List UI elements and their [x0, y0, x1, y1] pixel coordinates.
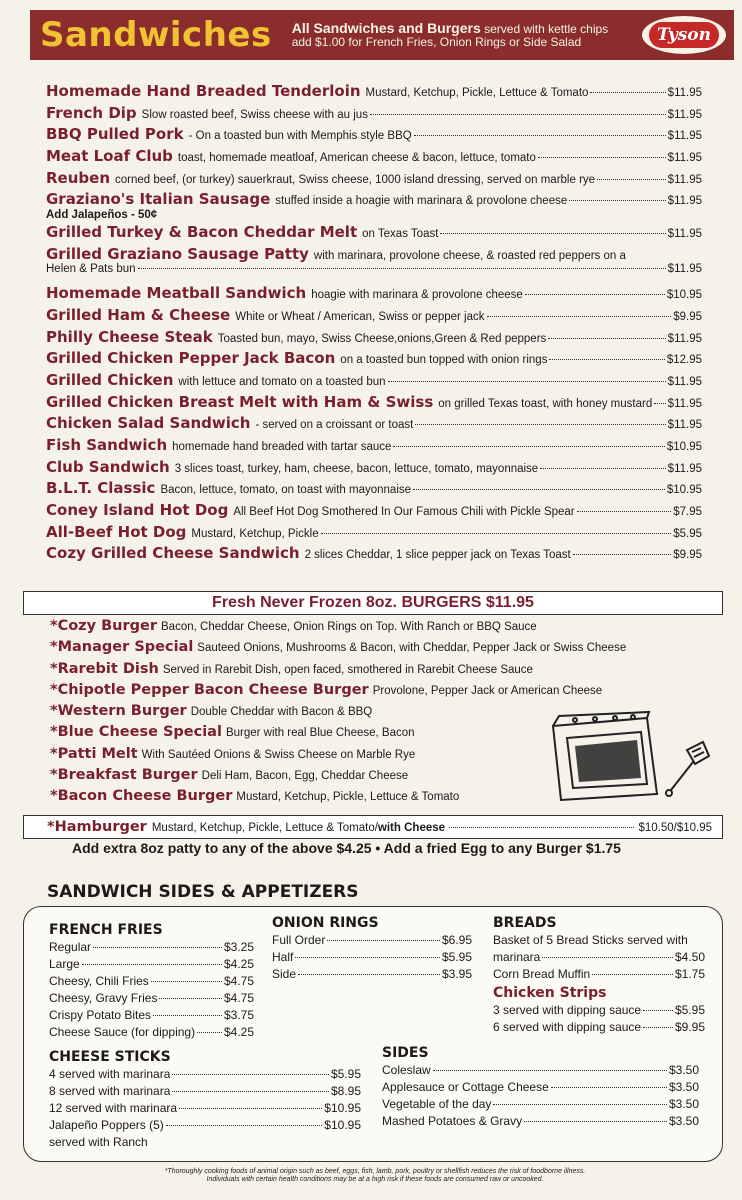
- side-item-price: $6.95: [441, 933, 472, 947]
- menu-item-row: [46, 544, 702, 566]
- item-name: Homemade Hand Breaded Tenderloin: [46, 82, 361, 100]
- item-name: Graziano's Italian Sausage: [46, 190, 271, 209]
- burger-row: [50, 639, 627, 660]
- leader-dots: [321, 533, 672, 534]
- group-title: Chicken Strips: [493, 985, 607, 1001]
- item-description: stuffed inside a hoagie with marinara & provolone cheese: [275, 195, 568, 208]
- cheese-sticks-group: [49, 1049, 361, 1152]
- item-description: with marinara, provolone cheese, & roasted red peppers on a: [313, 249, 626, 262]
- spatula-icon: [666, 742, 709, 796]
- leader-dots: [197, 1032, 222, 1033]
- item-price: $5.95: [673, 527, 702, 540]
- leader-dots: [643, 1027, 673, 1028]
- leader-dots: [525, 294, 665, 295]
- leader-dots: [449, 827, 634, 828]
- header-subtitle: [292, 21, 608, 48]
- side-item-row: [272, 967, 472, 984]
- item-name: BBQ Pulled Pork: [46, 125, 184, 144]
- item-description: - On a toasted bun with Memphis style BBQ: [188, 130, 412, 143]
- side-item-row: [382, 1097, 699, 1114]
- item-description: All Beef Hot Dog Smothered In Our Famous Chili with Pickle Spear: [233, 506, 575, 519]
- item-price: $11.95: [667, 375, 702, 388]
- side-item-price: $4.25: [223, 957, 254, 971]
- leader-dots: [487, 316, 672, 317]
- side-item-row: [49, 1118, 361, 1135]
- leader-dots: [577, 511, 672, 512]
- side-item-label: Side: [272, 967, 297, 981]
- leader-dots: [549, 359, 664, 360]
- burger-description: Deli Ham, Bacon, Egg, Cheddar Cheese: [201, 770, 409, 783]
- side-item-label: Full Order: [272, 933, 326, 947]
- menu-item-row: [46, 328, 702, 350]
- side-item-label: 4 served with marinara: [49, 1067, 171, 1081]
- side-item-row: [382, 1063, 699, 1080]
- hamburger-row: [23, 815, 723, 839]
- hamburger-name: *Hamburger: [47, 819, 147, 835]
- menu-item-row: [46, 479, 702, 501]
- side-item-price: $4.25: [223, 1025, 254, 1039]
- burger-name: *Bacon Cheese Burger: [50, 788, 233, 805]
- leader-dots: [542, 957, 673, 958]
- side-item-label: 6 served with dipping sauce: [493, 1020, 642, 1034]
- side-item-price: $3.50: [668, 1063, 699, 1077]
- oven-illustration: [545, 712, 715, 802]
- leader-dots: [159, 998, 222, 999]
- item-price: $11.95: [667, 228, 702, 241]
- menu-item-row: [46, 501, 702, 523]
- leader-dots: [540, 468, 665, 469]
- item-price: $10.95: [666, 484, 702, 497]
- menu-item-row: [46, 436, 702, 458]
- item-name: Fish Sandwich: [46, 436, 168, 454]
- leader-dots: [138, 268, 666, 269]
- item-price: $11.95: [667, 262, 702, 275]
- side-item-price: $5.95: [674, 1003, 705, 1017]
- menu-item-row: [46, 371, 702, 393]
- item-name: Homemade Meatball Sandwich: [46, 284, 307, 303]
- side-item-price: $3.50: [668, 1080, 699, 1094]
- burger-banner: Fresh Never Frozen 8oz. BURGERS $11.95: [23, 591, 723, 615]
- side-item-row: [49, 1025, 254, 1042]
- burger-description: Double Cheddar with Bacon & BBQ: [190, 706, 373, 719]
- side-item-price: $3.50: [668, 1114, 699, 1128]
- side-item-row: [49, 991, 254, 1008]
- side-item-label: Corn Bread Muffin: [493, 967, 591, 981]
- burger-row: [50, 703, 550, 724]
- item-name: Grilled Graziano Sausage Patty: [46, 244, 309, 263]
- side-item-label: Coleslaw: [382, 1063, 431, 1077]
- menu-item-row: [46, 223, 702, 245]
- burger-name: *Patti Melt: [50, 745, 138, 762]
- sides-title: SANDWICH SIDES & APPETIZERS: [47, 882, 359, 902]
- subtitle-bold: All Sandwiches and Burgers: [291, 20, 481, 37]
- burger-row: [50, 788, 550, 809]
- item-description: on a toasted bun topped with onion rings: [340, 354, 548, 367]
- item-price: $11.95: [667, 87, 702, 99]
- item-description: Toasted bun, mayo, Swiss Cheese,onions,Green & Red peppers: [217, 332, 547, 345]
- side-item-row: [493, 1020, 705, 1037]
- burger-description: Served in Rarebit Dish, open faced, smothered in Rarebit Cheese Sauce: [162, 663, 533, 676]
- breads-line1: Basket of 5 Bread Sticks served with: [493, 933, 688, 947]
- sides-group: [382, 1045, 699, 1131]
- section-title: Sandwiches: [40, 15, 272, 55]
- leader-dots: [82, 964, 222, 965]
- side-item-label: marinara: [493, 950, 541, 964]
- leader-dots: [592, 974, 673, 975]
- disclaimer: [60, 1168, 690, 1184]
- jalapeno-note: Add Jalapeños - 50¢: [46, 209, 158, 222]
- burger-row: [50, 746, 550, 767]
- leader-dots: [413, 489, 665, 490]
- side-item-row: [49, 957, 254, 974]
- side-item-label: Applesauce or Cottage Cheese: [382, 1080, 549, 1094]
- side-item-row: [49, 974, 254, 991]
- leader-dots: [93, 947, 222, 948]
- french-fries-group: [49, 922, 254, 1042]
- item-name: French Dip: [46, 103, 137, 122]
- leader-dots: [179, 1108, 322, 1109]
- group-title: SIDES: [382, 1045, 429, 1061]
- menu-item-row: [46, 523, 702, 545]
- side-item-price: $8.95: [330, 1084, 361, 1098]
- item-price: $9.95: [673, 310, 702, 323]
- item-price: $11.95: [667, 173, 702, 186]
- item-description: Mustard, Ketchup, Pickle: [191, 527, 319, 540]
- item-price: $11.95: [667, 152, 702, 165]
- hamburger-desc: Mustard, Ketchup, Pickle, Lettuce & Tomato/with Cheese: [151, 822, 446, 834]
- side-item-label: Half: [272, 950, 294, 964]
- disclaimer-line2: Individuals with certain health conditions may be at a high risk if these foods are consumed raw or uncooked.: [206, 1176, 544, 1184]
- side-item-label: 8 served with marinara: [49, 1084, 171, 1098]
- side-item-price: $3.25: [223, 940, 254, 954]
- menu-item-row: [46, 458, 702, 480]
- side-item-label: Cheesy, Gravy Fries: [49, 991, 158, 1005]
- leader-dots: [327, 940, 440, 941]
- burger-name: *Breakfast Burger: [50, 767, 198, 784]
- item-name: Club Sandwich: [46, 457, 170, 476]
- side-item-row: [49, 940, 254, 957]
- leader-dots: [538, 157, 666, 158]
- leader-dots: [388, 381, 666, 382]
- leader-dots: [548, 338, 665, 339]
- burger-description: Bacon, Cheddar Cheese, Onion Rings on Top. With Ranch or BBQ Sauce: [161, 621, 537, 633]
- item-name: Grilled Chicken: [46, 370, 174, 389]
- side-item-price: $4.75: [223, 974, 254, 988]
- item-description: Mustard, Ketchup, Pickle, Lettuce & Tomato: [365, 87, 589, 99]
- side-item-label: Jalapeño Poppers (5): [49, 1118, 164, 1132]
- leader-dots: [415, 424, 665, 425]
- side-item-label: 12 served with marinara: [49, 1101, 178, 1115]
- side-item-price: $5.95: [441, 950, 472, 964]
- side-item-label: 3 served with dipping sauce: [493, 1003, 642, 1017]
- burger-description: Sauteed Onions, Mushrooms & Bacon, with Cheddar, Pepper Jack or Swiss Cheese: [197, 642, 627, 655]
- onion-rings-group: [272, 915, 472, 984]
- burger-description: Provolone, Pepper Jack or American Cheese: [372, 684, 603, 697]
- item-description: corned beef, (or turkey) sauerkraut, Swiss cheese, 1000 island dressing, served on marble rye: [115, 173, 596, 186]
- item-description: toast, homemade meatloaf, American cheese & bacon, lettuce, tomato: [177, 152, 536, 165]
- side-item-row: [272, 933, 472, 950]
- item-name: Grilled Turkey & Bacon Cheddar Melt: [46, 223, 358, 242]
- side-item-price: $5.95: [330, 1067, 361, 1081]
- item-description: on Texas Toast: [362, 228, 439, 241]
- item-price: $11.95: [667, 108, 702, 121]
- item-price: $11.95: [667, 462, 702, 475]
- side-item-price: $10.95: [324, 1101, 361, 1115]
- leader-dots: [524, 1121, 667, 1122]
- burger-name: *Chipotle Pepper Bacon Cheese Burger: [50, 681, 369, 698]
- side-item-price: $4.50: [674, 950, 705, 964]
- leader-dots: [569, 200, 665, 201]
- item-price: $10.95: [666, 289, 702, 302]
- burger-list: [50, 618, 627, 810]
- leader-dots: [590, 92, 665, 93]
- item-name: All-Beef Hot Dog: [46, 522, 187, 541]
- item-name: Meat Loaf Club: [46, 147, 173, 166]
- burger-row: [50, 767, 550, 788]
- item-description: White or Wheat / American, Swiss or pepper jack: [235, 310, 485, 323]
- menu-item-row: [46, 147, 702, 169]
- item-name: Grilled Chicken Pepper Jack Bacon: [46, 349, 336, 368]
- item-price: $11.95: [667, 195, 702, 208]
- burger-row: [50, 724, 550, 745]
- item-description: on grilled Texas toast, with honey mustard: [438, 397, 653, 410]
- side-item-row: [493, 967, 705, 984]
- side-item-price: $3.50: [668, 1097, 699, 1111]
- side-item-label: Cheese Sauce (for dipping): [49, 1025, 196, 1039]
- item-description: 3 slices toast, turkey, ham, cheese, bacon, lettuce, tomato, mayonnaise: [174, 462, 539, 475]
- item-name: Grilled Ham & Cheese: [46, 305, 231, 324]
- group-title: CHEESE STICKS: [49, 1049, 171, 1065]
- item-price: $11.95: [667, 332, 702, 345]
- side-item-price: $4.75: [223, 991, 254, 1005]
- item-price: $12.95: [666, 354, 702, 367]
- burger-name: *Manager Special: [50, 639, 194, 656]
- sandwich-list: [46, 82, 702, 566]
- side-item-row: [493, 950, 705, 967]
- item-name: Chicken Salad Sandwich: [46, 414, 251, 433]
- burger-name: *Cozy Burger: [50, 618, 158, 634]
- menu-item-row: [46, 306, 702, 328]
- item-description: hoagie with marinara & provolone cheese: [311, 289, 523, 302]
- side-item-row: [382, 1080, 699, 1097]
- item-name: Reuben: [46, 168, 110, 187]
- logo-text: Tyson: [649, 22, 719, 48]
- leader-dots: [172, 1091, 329, 1092]
- menu-item-row: [46, 349, 702, 371]
- item-description: Slow roasted beef, Swiss cheese with au jus: [141, 108, 368, 121]
- side-item-row: [49, 1084, 361, 1101]
- leader-dots: [551, 1087, 667, 1088]
- item-name: Philly Cheese Steak: [46, 327, 213, 346]
- side-item-price: $1.75: [674, 967, 705, 981]
- item-price: $11.95: [667, 130, 702, 143]
- sides-box: [23, 906, 723, 1162]
- burger-row: [50, 661, 550, 682]
- leader-dots: [393, 446, 664, 447]
- side-item-price: $9.95: [674, 1020, 705, 1034]
- menu-item-continuation: [46, 263, 702, 285]
- leader-dots: [153, 1015, 222, 1016]
- burger-name: *Blue Cheese Special: [50, 724, 222, 741]
- menu-item-row: [46, 104, 702, 126]
- side-item-row: [49, 1101, 361, 1118]
- item-name: Cozy Grilled Cheese Sandwich: [46, 544, 300, 563]
- side-item-label: Mashed Potatoes & Gravy: [382, 1114, 523, 1128]
- menu-item-row: [46, 82, 702, 104]
- side-item-row: [49, 1008, 254, 1025]
- menu-item-row: [46, 125, 702, 147]
- leader-dots: [166, 1125, 323, 1126]
- leader-dots: [573, 554, 671, 555]
- group-title: ONION RINGS: [272, 915, 379, 931]
- menu-item-row: [46, 169, 702, 191]
- item-name: Grilled Chicken Breast Melt with Ham & Swiss: [46, 392, 434, 411]
- menu-item-row: [46, 393, 702, 415]
- disclaimer-line1: *Thoroughly cooking foods of animal origin such as beef, eggs, fish, lamb, pork, poultry or shellfish reduces the risk of foodborne illness.: [164, 1168, 586, 1175]
- leader-dots: [298, 974, 440, 975]
- hamburger-price: $10.50/$10.95: [638, 822, 712, 834]
- item-description: - served on a croissant or toast: [255, 419, 414, 432]
- leader-dots: [172, 1074, 329, 1075]
- item-description: homemade hand breaded with tartar sauce: [172, 441, 392, 453]
- burger-description: Mustard, Ketchup, Pickle, Lettuce & Tomato: [236, 791, 460, 804]
- side-item-price: $10.95: [324, 1118, 361, 1132]
- item-description: with lettuce and tomato on a toasted bun: [178, 375, 386, 388]
- side-item-label: Crispy Potato Bites: [49, 1008, 152, 1022]
- side-item-row: [382, 1114, 699, 1131]
- burger-extras: Add extra 8oz patty to any of the above $4.25 • Add a fried Egg to any Burger $1.75: [72, 840, 621, 856]
- item-price: $9.95: [673, 549, 702, 562]
- item-description: Bacon, lettuce, tomato, on toast with mayonnaise: [160, 484, 412, 497]
- burger-description: Burger with real Blue Cheese, Bacon: [225, 727, 415, 740]
- leader-dots: [295, 957, 440, 958]
- side-item-price: $3.75: [223, 1008, 254, 1022]
- item-name: B.L.T. Classic: [46, 479, 156, 498]
- group-title: FRENCH FRIES: [49, 922, 163, 938]
- menu-item-row: [46, 284, 702, 306]
- side-item-label: Cheesy, Chili Fries: [49, 974, 149, 988]
- group-title: BREADS: [493, 915, 557, 931]
- side-item-row: [49, 1067, 361, 1084]
- menu-header: [30, 10, 734, 60]
- item-price: $7.95: [673, 506, 702, 519]
- side-item-price: $3.95: [441, 967, 472, 981]
- leader-dots: [654, 403, 665, 404]
- item-price: $11.95: [667, 397, 702, 410]
- tyson-logo: [642, 16, 726, 54]
- subtitle-line2: add $1.00 for French Fries, Onion Rings or Side Salad: [291, 35, 582, 50]
- side-item-label: Vegetable of the day: [382, 1097, 492, 1111]
- burger-row: [50, 681, 603, 703]
- item-price: $11.95: [667, 419, 702, 432]
- item-price: $10.95: [666, 441, 702, 453]
- leader-dots: [493, 1104, 667, 1105]
- leader-dots: [433, 1070, 667, 1071]
- item-description: Helen & Pats bun: [46, 262, 136, 275]
- side-item-label: Regular: [49, 940, 92, 954]
- leader-dots: [597, 179, 666, 180]
- burger-name: *Western Burger: [50, 703, 187, 720]
- breads-group: [493, 915, 705, 1037]
- leader-dots: [414, 135, 666, 136]
- leader-dots: [643, 1010, 673, 1011]
- side-item-label: Large: [49, 957, 80, 971]
- burger-row: [50, 618, 550, 639]
- side-item-row: [272, 950, 472, 967]
- item-description: 2 slices Cheddar, 1 slice pepper jack on Texas Toast: [304, 549, 571, 562]
- leader-dots: [440, 233, 665, 234]
- menu-item-row: [46, 414, 702, 436]
- side-item-row: [493, 1003, 705, 1020]
- subtitle-rest: served with kettle chips: [480, 22, 609, 37]
- cheese-sticks-tail: served with Ranch: [49, 1135, 148, 1149]
- leader-dots: [370, 114, 666, 115]
- burger-description: With Sautéed Onions & Swiss Cheese on Marble Rye: [141, 748, 416, 761]
- burger-name: *Rarebit Dish: [50, 660, 159, 677]
- item-name: Coney Island Hot Dog: [46, 501, 229, 520]
- leader-dots: [151, 981, 222, 982]
